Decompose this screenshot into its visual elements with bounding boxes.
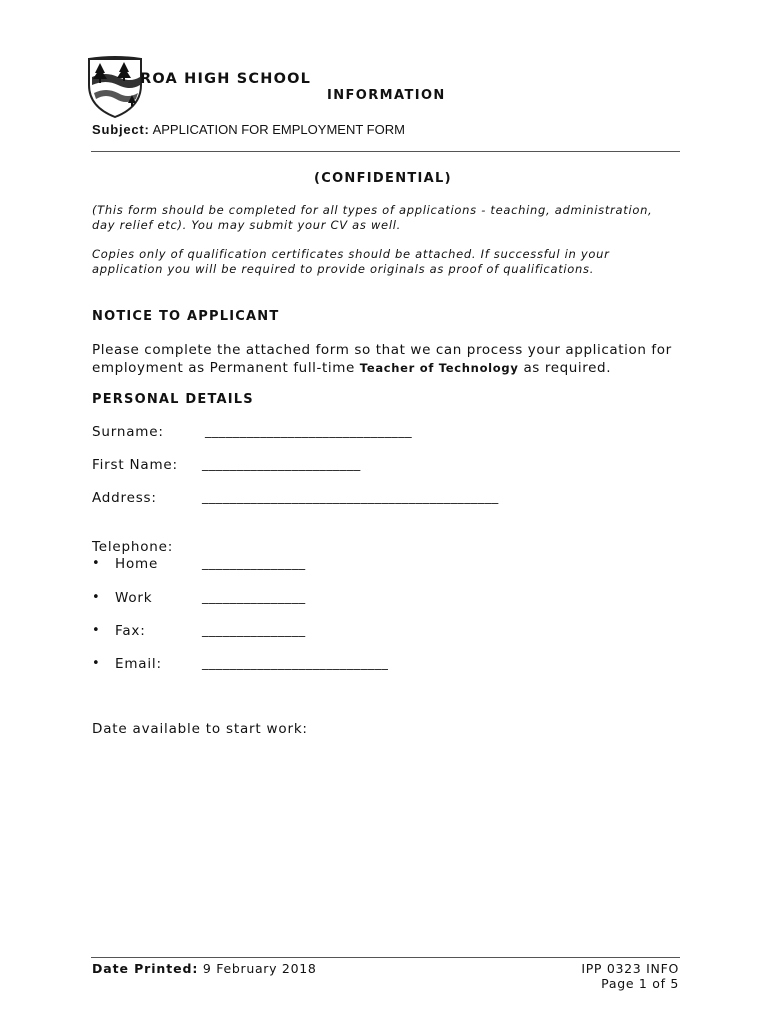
work-phone-label: Work	[115, 590, 153, 606]
footer-right	[581, 961, 679, 991]
notice-line-1: Please complete the attached form so that we can process your application for	[92, 342, 672, 358]
intro-line-4: application you will be required to provide originals as proof of qualifications.	[92, 262, 595, 276]
notice-line-2	[92, 359, 672, 377]
surname-field[interactable]: ______________________________	[205, 424, 412, 439]
confidential-heading: (CONFIDENTIAL)	[314, 171, 452, 186]
school-crest-icon	[86, 55, 144, 119]
home-phone-label: Home	[115, 556, 159, 572]
address-field[interactable]: ___________________________________________	[202, 490, 499, 505]
notice-line-2-prefix: employment as Permanent full-time	[92, 360, 360, 376]
bullet-icon: •	[92, 590, 100, 605]
notice-text	[92, 341, 672, 377]
intro-paragraph-1	[92, 203, 652, 233]
position-title: Teacher of Technology	[359, 361, 519, 375]
date-printed-label: Date Printed:	[92, 961, 199, 976]
bullet-icon: •	[92, 656, 100, 671]
personal-details-heading: PERSONAL DETAILS	[92, 392, 254, 407]
subject-line	[92, 122, 405, 137]
fax-label: Fax:	[115, 623, 146, 639]
intro-line-3: Copies only of qualification certificates should be attached. If successful in your	[92, 247, 610, 261]
school-name: ROA HIGH SCHOOL	[140, 71, 312, 87]
email-label: Email:	[115, 656, 162, 672]
footer-divider	[91, 957, 680, 958]
notice-line-2-suffix: as required.	[518, 360, 612, 376]
surname-label: Surname:	[92, 424, 164, 440]
date-printed-value: 9 February 2018	[202, 961, 317, 976]
email-field[interactable]: ___________________________	[202, 656, 389, 671]
intro-paragraph-2	[92, 247, 610, 277]
date-printed	[92, 961, 317, 976]
date-available-label: Date available to start work:	[92, 721, 308, 737]
notice-heading: NOTICE TO APPLICANT	[92, 309, 280, 324]
bullet-icon: •	[92, 556, 100, 571]
address-label: Address:	[92, 490, 157, 506]
subject-value: APPLICATION FOR EMPLOYMENT FORM	[152, 122, 405, 137]
first-name-field[interactable]: _______________________	[202, 457, 361, 472]
home-phone-field[interactable]: _______________	[202, 556, 306, 571]
work-phone-field[interactable]: _______________	[202, 590, 306, 605]
document-type: INFORMATION	[327, 88, 446, 103]
subject-label: Subject:	[92, 122, 150, 137]
page-number: Page 1 of 5	[601, 976, 679, 991]
bullet-icon: •	[92, 623, 100, 638]
intro-line-2: day relief etc). You may submit your CV as well.	[92, 218, 401, 232]
telephone-label: Telephone:	[92, 539, 174, 555]
intro-line-1: (This form should be completed for all types of applications - teaching, administration,	[92, 203, 653, 217]
document-reference: IPP 0323 INFO	[581, 961, 679, 976]
fax-field[interactable]: _______________	[202, 623, 306, 638]
header-divider	[91, 151, 680, 152]
first-name-label: First Name:	[92, 457, 178, 473]
